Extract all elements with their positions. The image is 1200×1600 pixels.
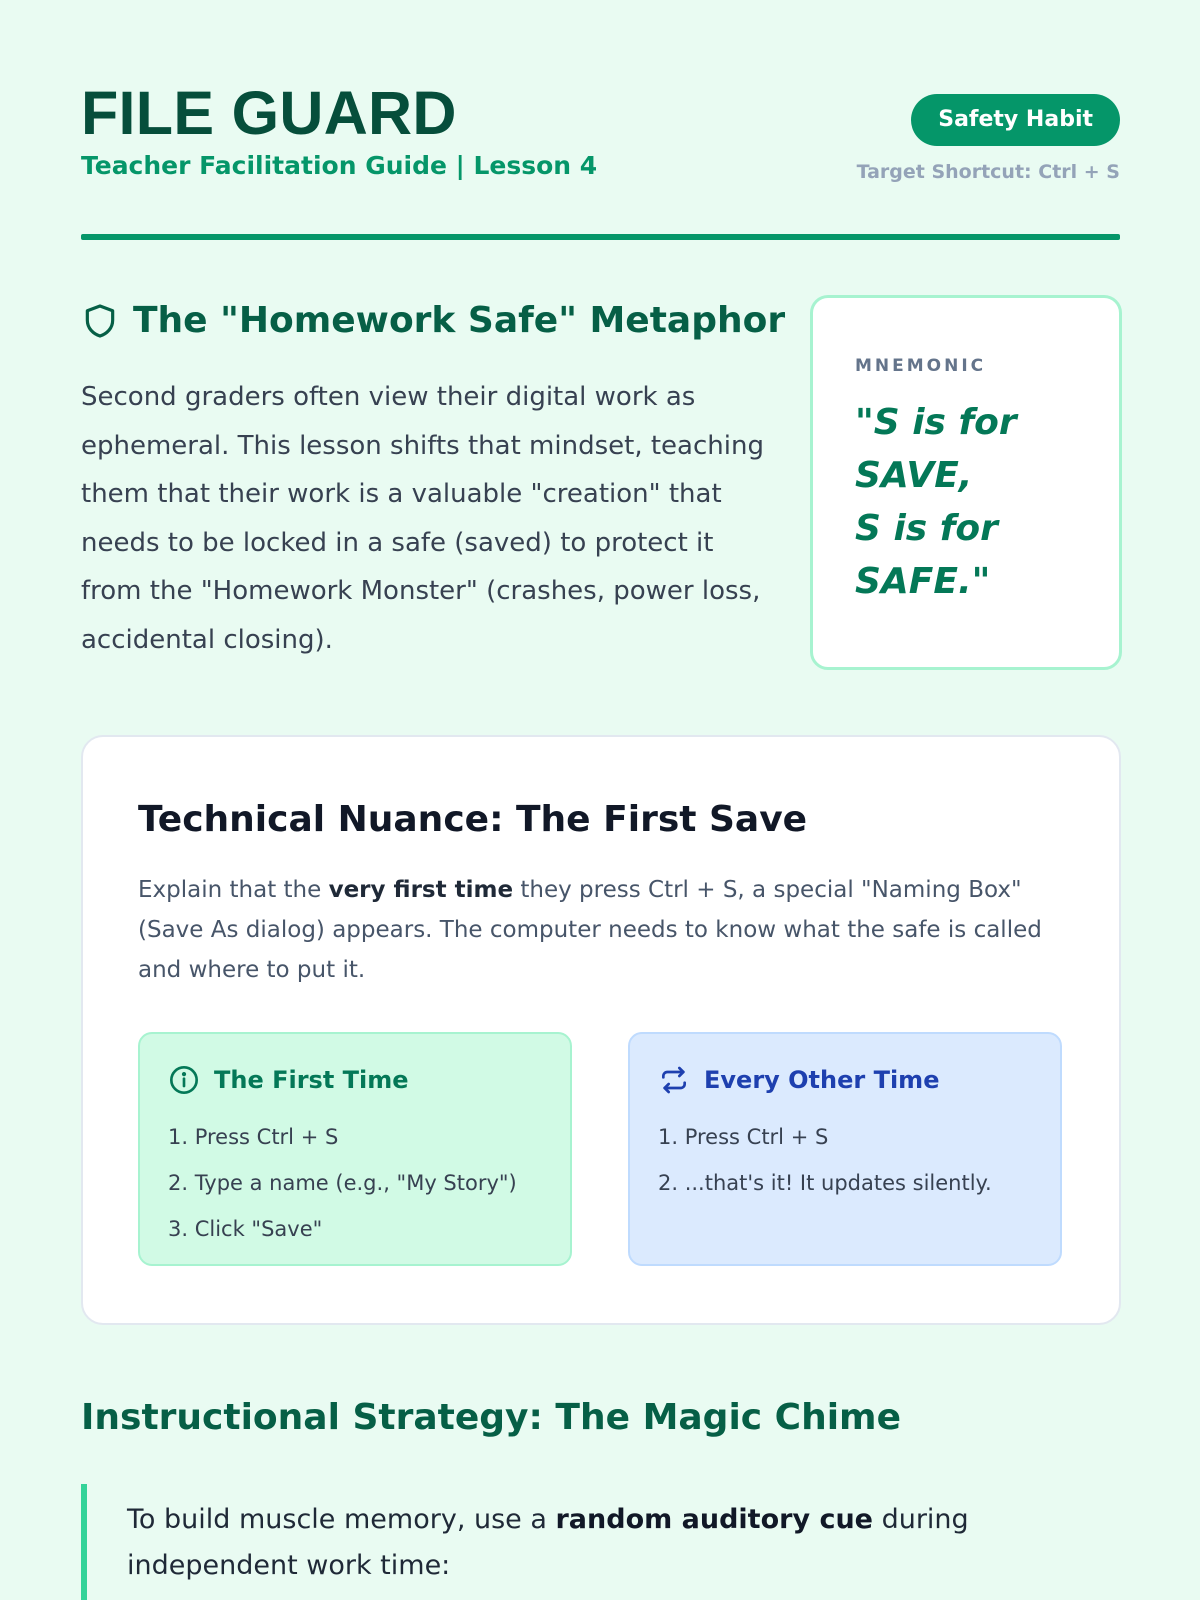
mnemonic-quote	[855, 396, 1105, 608]
list-item: 2. ...that's it! It updates silently.	[658, 1171, 992, 1195]
shield-icon	[81, 301, 119, 341]
page-title: FILE GUARD	[81, 79, 457, 147]
page-subtitle: Teacher Facilitation Guide | Lesson 4	[81, 151, 598, 180]
target-shortcut-label: Target Shortcut: Ctrl + S	[856, 161, 1120, 183]
mnemonic-line-2: S is for SAFE."	[855, 508, 998, 602]
metaphor-paragraph: Second graders often view their digital work as ephemeral. This lesson shifts that mindset, teaching them that their work is a valuable "creation" that needs to be locked in a safe (saved) to protect it from the "Homework Monster" (crashes, power loss, accidental closing).	[81, 382, 764, 655]
mnemonic-label: MNEMONIC	[855, 356, 987, 376]
technical-paragraph: Explain that the very first time they press Ctrl + S, a special "Naming Box" (Save As dialog) appears. The computer needs to know what the safe is called and where to put it.	[138, 877, 1042, 983]
list-item: 3. Click "Save"	[168, 1217, 323, 1241]
list-item: 2. Type a name (e.g., "My Story")	[168, 1171, 517, 1195]
first-time-title: The First Time	[214, 1066, 409, 1094]
repeat-icon	[658, 1064, 690, 1096]
header-divider	[81, 234, 1120, 240]
first-time-steps	[168, 1114, 517, 1252]
header	[81, 80, 1120, 240]
technical-nuance-card	[81, 735, 1121, 1325]
emphasis-text: very first time	[328, 877, 514, 903]
every-other-time-box	[628, 1032, 1062, 1266]
strategy-title: Instructional Strategy: The Magic Chime	[81, 1397, 901, 1438]
mnemonic-line-1: "S is for SAVE,	[855, 402, 1017, 496]
mnemonic-card	[810, 295, 1122, 670]
every-other-time-title: Every Other Time	[704, 1066, 940, 1094]
info-icon	[168, 1064, 200, 1096]
safety-habit-badge: Safety Habit	[911, 94, 1120, 146]
strategy-paragraph: To build muscle memory, use a random auditory cue during independent work time:	[127, 1504, 969, 1581]
technical-title: Technical Nuance: The First Save	[138, 799, 808, 840]
first-time-box	[138, 1032, 572, 1266]
list-item: 1. Press Ctrl + S	[168, 1125, 339, 1149]
every-other-time-steps	[658, 1114, 992, 1206]
list-item: 1. Press Ctrl + S	[658, 1125, 829, 1149]
metaphor-title: The "Homework Safe" Metaphor	[133, 300, 786, 341]
metaphor-heading	[81, 297, 785, 345]
emphasis-text: random auditory cue	[555, 1504, 873, 1535]
quote-accent-bar	[81, 1484, 87, 1600]
